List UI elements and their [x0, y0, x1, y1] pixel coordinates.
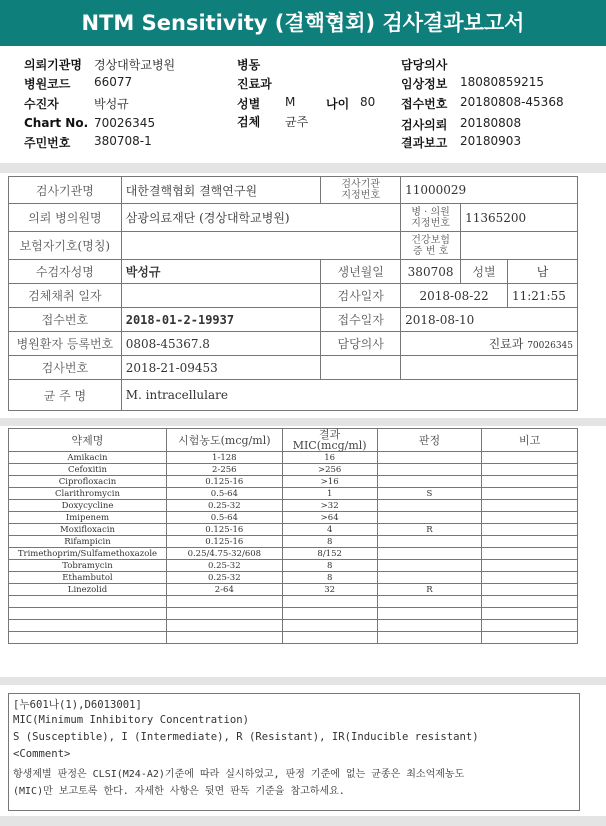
cell-mic: >64	[282, 512, 377, 524]
cell-mic: 1	[282, 488, 377, 500]
dept-value: 70026345	[527, 341, 573, 351]
health-no-value	[461, 232, 578, 260]
cell-range	[166, 632, 282, 644]
cell-interp: R	[377, 524, 482, 536]
test-no-value: 2018-21-09453	[121, 356, 321, 380]
cell-note	[482, 524, 578, 536]
cell-interp	[377, 548, 482, 560]
birth-label: 생년월일	[321, 260, 401, 284]
test-date-label: 검사일자	[321, 284, 401, 308]
col-range: 시험농도(mcg/ml)	[166, 429, 282, 452]
cell-drug	[9, 620, 167, 632]
hospital-label: 의뢰기관명	[24, 58, 82, 72]
cell-mic: 8	[282, 560, 377, 572]
note-comment-2: (MIC)만 보고토록 한다. 자세한 사항은 뒷면 판독 기준을 참고하세요.	[13, 786, 345, 797]
table-row	[9, 452, 578, 464]
sex-label: 성별	[237, 97, 261, 111]
cell-mic: 8	[282, 536, 377, 548]
cell-drug: Ethambutol	[9, 572, 167, 584]
table-row	[9, 608, 578, 620]
clinical-value: 18080859215	[460, 75, 544, 89]
cell-range: 0.25-32	[166, 500, 282, 512]
cell-mic	[282, 620, 377, 632]
cell-range: 0.125-16	[166, 524, 282, 536]
collect-date-label: 검체채취 일자	[9, 284, 122, 308]
report-title: NTM Sensitivity (결핵협회) 검사결과보고서	[0, 0, 606, 46]
receipt-label: 접수번호	[401, 97, 448, 111]
cell-interp	[377, 536, 482, 548]
receipt-value: 20180808-45368	[460, 95, 564, 109]
cell-range: 0.5-64	[166, 488, 282, 500]
cell-interp	[377, 452, 482, 464]
table-row	[9, 632, 578, 644]
clinical-label: 임상정보	[401, 77, 448, 91]
cell-interp	[377, 464, 482, 476]
req-hosp-label: 의뢰 병의원명	[9, 204, 122, 232]
chart-label: Chart No.	[24, 116, 89, 130]
specimen-value: 균주	[285, 115, 309, 129]
reg-value: 0808-45367.8	[121, 332, 321, 356]
receipt-date-label: 접수일자	[321, 308, 401, 332]
patient-label: 수진자	[24, 97, 59, 111]
request-label: 검사의뢰	[401, 118, 448, 132]
table-row	[9, 488, 578, 500]
patient-info-table	[8, 176, 578, 411]
test-time-value: 11:21:55	[507, 284, 577, 308]
table-row	[9, 572, 578, 584]
sex-value: 남	[507, 260, 577, 284]
notes-box	[8, 693, 580, 811]
cell-drug: Doxycycline	[9, 500, 167, 512]
cell-range: 1-128	[166, 452, 282, 464]
cell-note	[482, 584, 578, 596]
age-value: 80	[360, 95, 376, 109]
section-gap	[0, 163, 606, 173]
request-value: 20180808	[460, 116, 522, 130]
cell-mic	[282, 608, 377, 620]
report-value: 20180903	[460, 134, 522, 148]
note-comment-1: 항생제별 판정은 CLSI(M24-A2)기준에 따라 실시하었고, 판정 기준에 없는 균종은 최소억제농도	[13, 769, 465, 780]
cell-drug	[9, 608, 167, 620]
cell-interp	[377, 608, 482, 620]
note-legend: S (Susceptible), I (Intermediate), R (Resistant), IR(Inducible resistant)	[13, 731, 479, 743]
health-no-label: 건강보험 증 번 호	[401, 232, 461, 260]
hospital-value: 경상대학교병원	[94, 58, 176, 72]
ward-label: 병동	[237, 58, 261, 72]
cell-range: 0.25/4.75-32/608	[166, 548, 282, 560]
cell-note	[482, 632, 578, 644]
cell-drug	[9, 632, 167, 644]
name-label: 수검자성명	[9, 260, 122, 284]
name-value: 박성규	[121, 260, 321, 284]
cell-note	[482, 596, 578, 608]
cell-interp	[377, 500, 482, 512]
test-date-value: 2018-08-22	[401, 284, 508, 308]
cell-interp	[377, 596, 482, 608]
table-row	[9, 464, 578, 476]
col-mic: 결과 MIC(mcg/ml)	[282, 429, 377, 452]
table-row	[9, 620, 578, 632]
cell-note	[482, 476, 578, 488]
id-label: 주민번호	[24, 136, 71, 150]
cell-drug: Imipenem	[9, 512, 167, 524]
drug-table	[8, 428, 578, 644]
col-interp: 판정	[377, 429, 482, 452]
note-code: [누601나(1),D6013001]	[13, 699, 142, 711]
birth-value: 380708	[401, 260, 461, 284]
table-row	[9, 476, 578, 488]
table-row	[9, 512, 578, 524]
cell-interp	[377, 572, 482, 584]
cell-note	[482, 608, 578, 620]
cell-range	[166, 596, 282, 608]
drug-rows	[9, 452, 578, 644]
sex-value: M	[285, 95, 296, 109]
table-row	[9, 524, 578, 536]
cell-drug: Tobramycin	[9, 560, 167, 572]
agency-value: 대한결핵협회 결핵연구원	[121, 177, 321, 204]
cell-range: 0.5-64	[166, 512, 282, 524]
cell-note	[482, 452, 578, 464]
report-label: 결과보고	[401, 136, 448, 150]
clinic-no-label: 병 · 의원 지정번호	[401, 204, 461, 232]
cell-drug: Clarithromycin	[9, 488, 167, 500]
age-label: 나이	[326, 97, 350, 111]
chart-value: 70026345	[94, 116, 156, 130]
cell-mic: 4	[282, 524, 377, 536]
cell-drug: Amikacin	[9, 452, 167, 464]
cell-mic: 8/152	[282, 548, 377, 560]
cell-interp: S	[377, 488, 482, 500]
doctor-label: 담당의사	[321, 332, 401, 356]
section-gap	[0, 418, 606, 426]
table-row	[9, 584, 578, 596]
cell-note	[482, 560, 578, 572]
receipt-label: 접수번호	[9, 308, 122, 332]
dept-label: 진료과	[237, 77, 272, 91]
note-mic: MIC(Minimum Inhibitory Concentration)	[13, 714, 249, 726]
receipt-date-value: 2018-08-10	[401, 308, 578, 332]
note-comment-label: <Comment>	[13, 748, 71, 760]
cell-range: 0.125-16	[166, 476, 282, 488]
table-row	[9, 536, 578, 548]
organism-value: M. intracellulare	[121, 380, 577, 411]
agency-label: 검사기관명	[9, 177, 122, 204]
cell-note	[482, 620, 578, 632]
sex-label: 성별	[461, 260, 508, 284]
cell-note	[482, 500, 578, 512]
cell-range: 0.25-32	[166, 560, 282, 572]
id-value: 380708-1	[94, 134, 152, 148]
table-row	[9, 560, 578, 572]
cell-interp: R	[377, 584, 482, 596]
cell-mic	[282, 596, 377, 608]
cell-note	[482, 488, 578, 500]
cell-note	[482, 548, 578, 560]
cell-range: 0.25-32	[166, 572, 282, 584]
cell-interp	[377, 512, 482, 524]
cell-note	[482, 572, 578, 584]
cell-mic: 8	[282, 572, 377, 584]
cell-drug: Trimethoprim/Sulfamethoxazole	[9, 548, 167, 560]
dept-label: 진료과	[488, 337, 524, 351]
cell-interp	[377, 476, 482, 488]
blank-cell	[321, 356, 401, 380]
insured-label: 보험자기호(명칭)	[9, 232, 122, 260]
blank-cell	[401, 356, 578, 380]
table-row	[9, 548, 578, 560]
cell-interp	[377, 620, 482, 632]
cell-range: 2-64	[166, 584, 282, 596]
patient-value: 박성규	[94, 97, 129, 111]
specimen-label: 검체	[237, 115, 261, 129]
cell-range: 0.125-16	[166, 536, 282, 548]
cell-mic: >16	[282, 476, 377, 488]
agency-no-label: 검사기관 지정번호	[321, 177, 401, 204]
cell-drug	[9, 596, 167, 608]
cell-note	[482, 536, 578, 548]
reg-label: 병원환자 등록번호	[9, 332, 122, 356]
organism-label: 균 주 명	[9, 380, 122, 411]
section-gap	[0, 677, 606, 685]
cell-drug: Cefoxitin	[9, 464, 167, 476]
col-note: 비고	[482, 429, 578, 452]
cell-mic: 32	[282, 584, 377, 596]
cell-range	[166, 608, 282, 620]
clinic-no-value: 11365200	[461, 204, 578, 232]
insured-value	[121, 232, 400, 260]
cell-mic	[282, 632, 377, 644]
cell-mic: >256	[282, 464, 377, 476]
table-row	[9, 596, 578, 608]
cell-mic: 16	[282, 452, 377, 464]
cell-interp	[377, 560, 482, 572]
collect-date-value	[121, 284, 321, 308]
code-label: 병원코드	[24, 77, 71, 91]
cell-range: 2-256	[166, 464, 282, 476]
report-header	[0, 46, 606, 164]
code-value: 66077	[94, 75, 133, 89]
cell-drug: Linezolid	[9, 584, 167, 596]
cell-range	[166, 620, 282, 632]
cell-drug: Ciprofloxacin	[9, 476, 167, 488]
receipt-value: 2018-01-2-19937	[121, 308, 321, 332]
doctor-label: 담당의사	[401, 58, 448, 72]
req-hosp-value: 삼광의료재단 (경상대학교병원)	[121, 204, 400, 232]
cell-interp	[377, 632, 482, 644]
cell-drug: Moxifloxacin	[9, 524, 167, 536]
agency-no-value: 11000029	[401, 177, 578, 204]
dept-cell	[401, 332, 578, 356]
test-no-label: 검사번호	[9, 356, 122, 380]
cell-note	[482, 464, 578, 476]
col-drug: 약제명	[9, 429, 167, 452]
table-row	[9, 500, 578, 512]
cell-drug: Rifampicin	[9, 536, 167, 548]
cell-note	[482, 512, 578, 524]
cell-mic: >32	[282, 500, 377, 512]
section-gap	[0, 816, 606, 826]
